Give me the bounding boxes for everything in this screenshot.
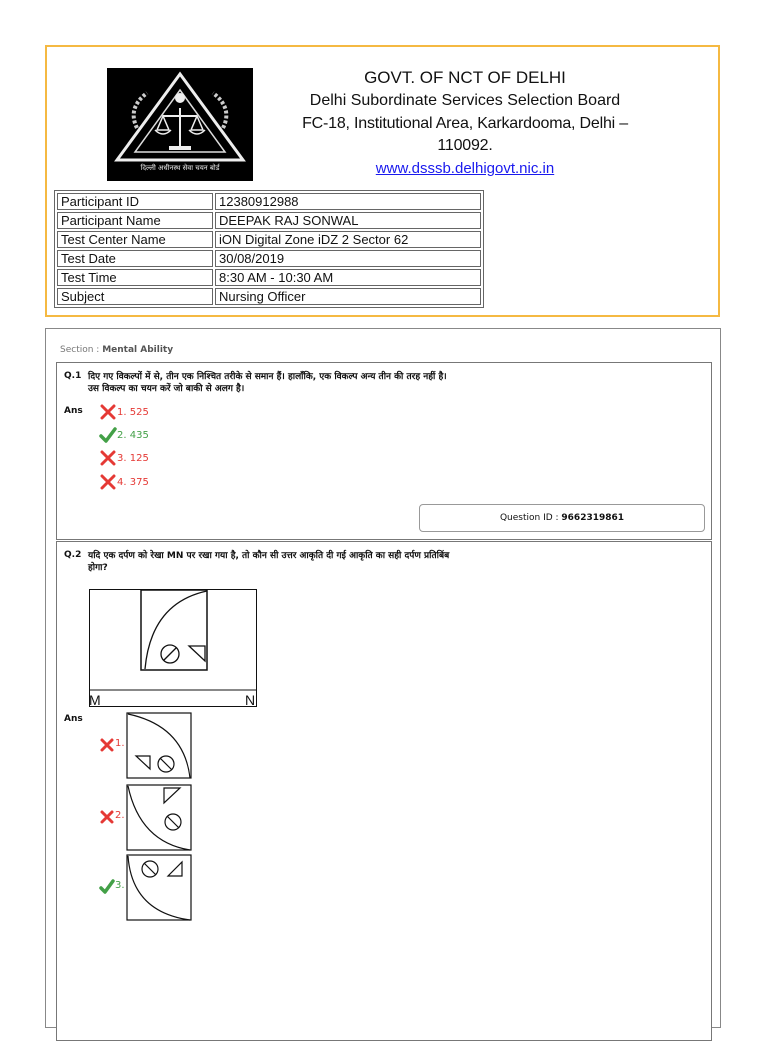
question-text [88,550,608,574]
option-label: 3. [115,880,125,891]
info-row [57,288,481,305]
mirror-label-m: M [89,692,101,708]
question-text-line: होगा? [88,563,108,573]
logo-caption: दिल्ली अधीनस्थ सेवा चयन बोर्ड [140,164,220,172]
info-value: 8:30 AM - 10:30 AM [215,269,481,286]
ans-label: Ans [64,406,83,416]
question-number: Q.1 [64,371,82,381]
info-row [57,193,481,210]
mirror-label-n: N [245,692,256,708]
question-panel [45,328,721,1028]
option-figure-3 [126,854,192,921]
question-text-line: उस विकल्प का चयन करें जो बाकी से अलग है। [88,384,245,394]
cross-icon [99,450,117,466]
section-name: Mental Ability [102,345,174,355]
info-key: Subject [57,288,213,305]
board-address: FC-18, Institutional Area, Karkardooma, Delhi – 110092. [302,115,628,154]
question-number: Q.2 [64,550,82,560]
cross-icon [99,809,115,825]
option-label: 2. [115,810,125,821]
cross-icon [99,474,117,490]
info-value: 12380912988 [215,193,481,210]
option-label: 2. 435 [117,429,149,441]
info-row [57,231,481,248]
option-3 [99,450,149,466]
ans-label: Ans [64,714,83,724]
info-value: Nursing Officer [215,288,481,305]
info-value: DEEPAK RAJ SONWAL [215,212,481,229]
info-value: 30/08/2019 [215,250,481,267]
govt-title: GOVT. OF NCT OF DELHI [364,68,566,87]
option-figure-1 [126,712,192,779]
info-key: Test Date [57,250,213,267]
section-label: Section : [60,345,103,355]
website-link[interactable]: www.dsssb.delhigovt.nic.in [375,160,555,177]
header-box [45,45,720,317]
cross-icon [99,737,115,753]
option-1 [99,404,149,420]
check-icon [99,427,117,443]
option-label: 1. [115,738,125,749]
board-name: Delhi Subordinate Services Selection Board [309,92,621,109]
dsssb-logo [107,68,253,181]
option-4 [99,474,149,490]
info-key: Test Time [57,269,213,286]
question-1 [56,362,712,540]
info-key: Participant ID [57,193,213,210]
info-value: iON Digital Zone iDZ 2 Sector 62 [215,231,481,248]
question-text [88,371,608,395]
option-figure-2 [126,784,192,851]
info-key: Participant Name [57,212,213,229]
check-icon [99,879,115,895]
option-label: 3. 125 [117,452,149,464]
cross-icon [99,404,117,420]
question-text-line: दिए गए विकल्पों में से, तीन एक निश्चित तरीके से समान हैं। हालाँकि, एक विकल्प अन्य तीन की तरह नहीं है। [88,372,447,382]
question-figure [89,589,257,711]
info-row [57,250,481,267]
question-id-label: Question ID : [499,513,562,523]
option-2 [99,784,192,851]
option-3 [99,854,192,921]
participant-info-table [54,190,484,308]
question-id-value: 9662319861 [561,513,625,523]
org-block [295,67,635,180]
question-id-box [419,504,705,532]
option-2 [99,427,149,443]
option-label: 1. 525 [117,406,149,418]
info-key: Test Center Name [57,231,213,248]
option-label: 4. 375 [117,476,149,488]
info-row [57,269,481,286]
section-heading [60,345,173,355]
option-1 [99,712,192,779]
question-text-line: यदि एक दर्पण को रेखा MN पर रखा गया है, तो कौन सी उत्तर आकृति दी गई आकृति का सही दर्पण प्रतिबिंब [88,551,450,561]
question-2 [56,541,712,1041]
info-row [57,212,481,229]
